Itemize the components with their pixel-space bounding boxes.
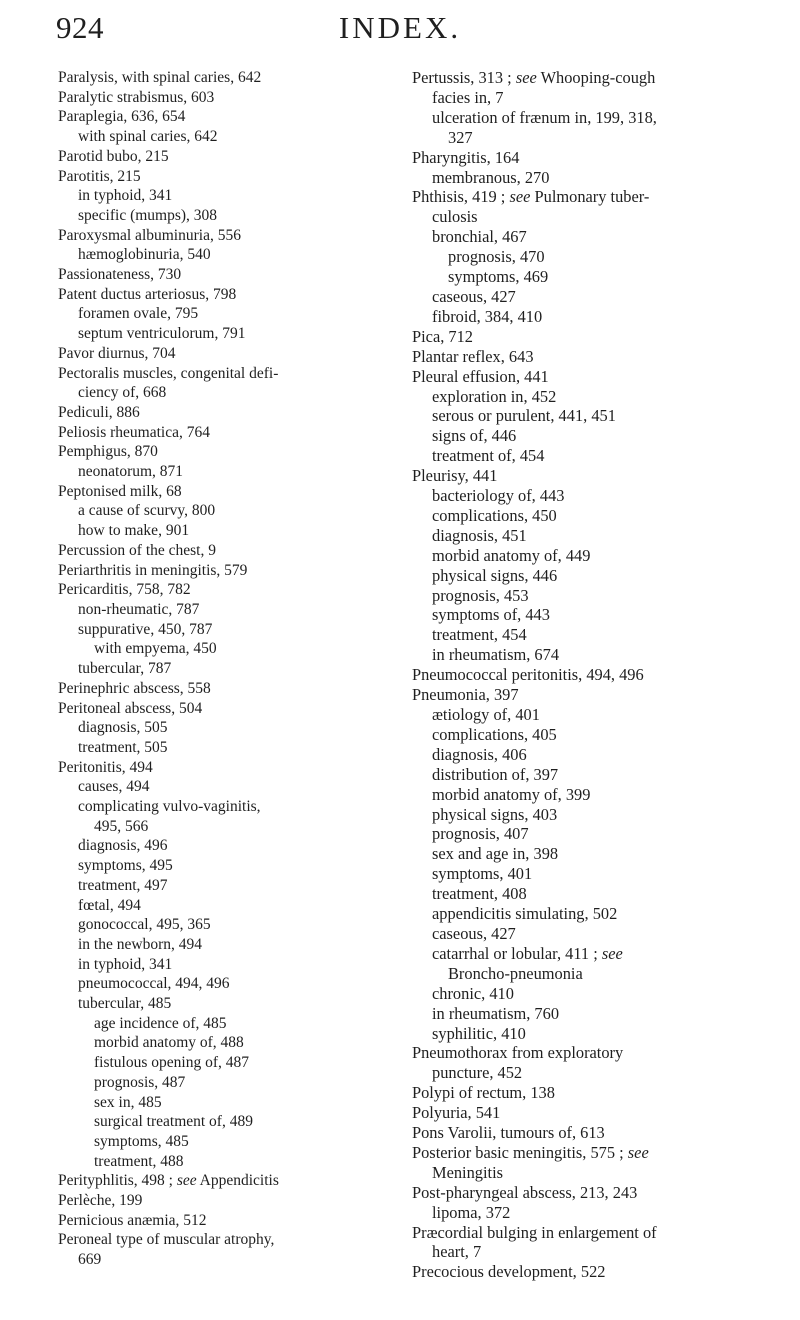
- entry-text: diagnosis, 451: [432, 525, 527, 545]
- index-subentry: [412, 88, 752, 108]
- entry-text: fistulous opening of, 487: [94, 1054, 249, 1072]
- index-entry: [412, 1262, 752, 1282]
- index-entry: [58, 403, 388, 423]
- page-title: INDEX.: [338, 10, 462, 45]
- index-entry: [412, 665, 752, 685]
- see-reference: see: [509, 187, 531, 207]
- entry-text: prognosis, 487: [94, 1073, 186, 1091]
- entry-text: 327: [448, 127, 473, 147]
- entry-text: Peptonised milk, 68: [58, 482, 182, 500]
- index-subentry: [58, 521, 388, 541]
- entry-text: catarrhal or lobular, 411 ;: [432, 943, 602, 963]
- index-entry-continuation: [412, 207, 752, 227]
- index-subentry: [412, 307, 752, 327]
- entry-text: Patent ductus arteriosus, 798: [58, 285, 237, 303]
- entry-text: diagnosis, 496: [78, 837, 168, 855]
- index-subentry: [58, 896, 388, 916]
- entry-text: tubercular, 787: [78, 660, 172, 678]
- entry-text: ætiology of, 401: [432, 705, 540, 724]
- entry-text: suppurative, 450, 787: [78, 620, 213, 638]
- entry-text: Pernicious anæmia, 512: [58, 1211, 207, 1229]
- see-target: Pulmonary tuber-: [530, 187, 650, 207]
- index-entry: [412, 327, 752, 347]
- see-reference: see: [515, 68, 537, 87]
- index-entry: [58, 285, 388, 305]
- index-entry: [58, 265, 388, 285]
- entry-text: physical signs, 446: [432, 565, 558, 585]
- index-subentry: [412, 426, 752, 446]
- index-subentry: [412, 387, 752, 407]
- entry-text: in the newborn, 494: [78, 935, 202, 953]
- entry-text: age incidence of, 485: [94, 1014, 227, 1032]
- index-column-right: [412, 68, 752, 1282]
- entry-text: in rheumatism, 760: [432, 1003, 560, 1023]
- index-entry: [58, 423, 388, 443]
- index-subentry: [58, 974, 388, 994]
- index-subentry: [58, 1033, 388, 1053]
- entry-text: Pavor diurnus, 704: [58, 344, 176, 362]
- index-entry-continuation: [58, 1250, 388, 1270]
- index-subentry: [58, 915, 388, 935]
- index-entry: [58, 107, 388, 127]
- entry-text: physical signs, 403: [432, 804, 558, 824]
- entry-text: Peliosis rheumatica, 764: [58, 423, 210, 441]
- entry-text: Paroxysmal albuminuria, 556: [58, 226, 241, 244]
- entry-text: Pericarditis, 758, 782: [58, 581, 191, 599]
- index-entry: [412, 347, 752, 367]
- entry-text: Parotid bubo, 215: [58, 147, 169, 165]
- index-column-left: [58, 68, 388, 1270]
- entry-text: Pons Varolii, tumours of, 613: [412, 1123, 605, 1143]
- index-subentry: [58, 797, 388, 817]
- entry-text: heart, 7: [432, 1242, 482, 1262]
- entry-text: Periarthritis in meningitis, 579: [58, 561, 248, 579]
- entry-text: prognosis, 470: [448, 247, 545, 267]
- index-subentry: [412, 785, 752, 805]
- index-subentry: [412, 108, 752, 128]
- entry-text: in typhoid, 341: [78, 955, 173, 973]
- index-entry: [412, 68, 752, 88]
- entry-text: membranous, 270: [432, 167, 550, 187]
- index-entry: [58, 758, 388, 778]
- index-entry: [58, 1171, 388, 1191]
- page-number: 924: [56, 10, 104, 45]
- entry-text: symptoms, 469: [448, 267, 549, 287]
- entry-text: Polypi of rectum, 138: [412, 1083, 555, 1103]
- index-subentry: [412, 1203, 752, 1223]
- entry-text: prognosis, 407: [432, 824, 529, 844]
- index-subentry: [412, 526, 752, 546]
- entry-text: Pleurisy, 441: [412, 466, 498, 486]
- entry-text: diagnosis, 505: [78, 719, 168, 737]
- index-entry: [58, 147, 388, 167]
- entry-text: Percussion of the chest, 9: [58, 541, 216, 559]
- entry-text: symptoms, 485: [94, 1132, 189, 1150]
- entry-text: Parotitis, 215: [58, 167, 141, 185]
- entry-text: a cause of scurvy, 800: [78, 502, 216, 520]
- entry-text: treatment, 497: [78, 876, 168, 894]
- entry-text: gonococcal, 495, 365: [78, 916, 211, 934]
- entry-text: morbid anatomy of, 488: [94, 1034, 244, 1052]
- entry-text: Posterior basic meningitis, 575 ;: [412, 1142, 628, 1162]
- index-entry: [58, 167, 388, 187]
- index-entry: [58, 1191, 388, 1211]
- index-subentry: [412, 227, 752, 247]
- index-subentry: [412, 904, 752, 924]
- index-subentry: [58, 718, 388, 738]
- entry-text: symptoms, 495: [78, 857, 173, 875]
- entry-text: in typhoid, 341: [78, 187, 173, 205]
- entry-text: Post-pharyngeal abscess, 213, 243: [412, 1182, 638, 1202]
- index-entry: [58, 344, 388, 364]
- index-subentry: [412, 586, 752, 606]
- index-subentry: [58, 955, 388, 975]
- entry-text: signs of, 446: [432, 426, 517, 446]
- index-subentry: [412, 705, 752, 725]
- index-entry-continuation: [412, 1163, 752, 1183]
- index-subentry: [58, 876, 388, 896]
- entry-text: in rheumatism, 674: [432, 645, 560, 665]
- entry-text: caseous, 427: [432, 923, 516, 943]
- entry-text: Pediculi, 886: [58, 403, 140, 421]
- entry-text: treatment of, 454: [432, 446, 545, 466]
- index-subentry: [412, 168, 752, 188]
- entry-text: facies in, 7: [432, 87, 504, 107]
- entry-text: bacteriology of, 443: [432, 486, 565, 506]
- entry-text: 495, 566: [94, 817, 149, 835]
- entry-text: culosis: [432, 207, 478, 227]
- index-entry: [58, 561, 388, 581]
- entry-text: Peritoneal abscess, 504: [58, 699, 203, 717]
- index-subentry: [412, 546, 752, 566]
- entry-text: distribution of, 397: [432, 764, 559, 784]
- see-reference: see: [601, 943, 623, 963]
- index-subentry: [412, 247, 752, 267]
- entry-text: Pertussis, 313 ;: [412, 68, 516, 87]
- entry-text: Polyuria, 541: [412, 1103, 501, 1123]
- index-subentry: [412, 844, 752, 864]
- entry-text: Pneumonia, 397: [412, 685, 519, 705]
- entry-text: puncture, 452: [432, 1063, 523, 1083]
- entry-text: Præcordial bulging in enlargement of: [412, 1222, 657, 1242]
- entry-text: Pectoralis muscles, congenital defi-: [58, 364, 279, 382]
- index-subentry: [58, 324, 388, 344]
- entry-text: serous or purulent, 441, 451: [432, 406, 616, 426]
- index-entry: [412, 1123, 752, 1143]
- entry-text: neonatorum, 871: [78, 463, 184, 481]
- entry-text: Precocious development, 522: [412, 1262, 606, 1282]
- index-entry: [58, 580, 388, 600]
- index-subentry: [412, 486, 752, 506]
- index-entry: [412, 1183, 752, 1203]
- index-subentry: [58, 245, 388, 265]
- index-entry: [58, 679, 388, 699]
- index-entry: [58, 68, 388, 88]
- index-entry: [58, 1211, 388, 1231]
- entry-text: Paralysis, with spinal caries, 642: [58, 69, 262, 86]
- entry-text: bronchial, 467: [432, 227, 527, 247]
- index-subentry: [412, 864, 752, 884]
- entry-text: with empyema, 450: [94, 640, 217, 658]
- entry-text: treatment, 488: [94, 1152, 184, 1170]
- entry-text: surgical treatment of, 489: [94, 1113, 253, 1131]
- index-subentry: [58, 836, 388, 856]
- entry-text: treatment, 505: [78, 738, 168, 756]
- see-reference: see: [176, 1172, 197, 1190]
- entry-text: Pharyngitis, 164: [412, 147, 520, 167]
- entry-text: Paralytic strabismus, 603: [58, 88, 215, 106]
- entry-text: pneumococcal, 494, 496: [78, 975, 230, 993]
- index-subentry: [58, 186, 388, 206]
- index-subentry: [412, 984, 752, 1004]
- entry-text: Perinephric abscess, 558: [58, 679, 211, 697]
- index-entry: [58, 541, 388, 561]
- entry-text: exploration in, 452: [432, 386, 557, 406]
- entry-text: Plantar reflex, 643: [412, 346, 534, 366]
- index-subentry: [58, 777, 388, 797]
- index-entry: [412, 1103, 752, 1123]
- entry-text: Pica, 712: [412, 326, 474, 346]
- index-subentry: [412, 645, 752, 665]
- entry-text: Peroneal type of muscular atrophy,: [58, 1231, 275, 1249]
- entry-text: symptoms of, 443: [432, 605, 550, 625]
- see-reference: see: [627, 1142, 649, 1162]
- index-subentry: [58, 462, 388, 482]
- entry-text: Perityphlitis, 498 ;: [58, 1172, 177, 1190]
- index-subentry: [412, 745, 752, 765]
- entry-text: fibroid, 384, 410: [432, 306, 543, 326]
- entry-text: sex in, 485: [94, 1093, 162, 1111]
- index-entry: [412, 1223, 752, 1243]
- index-entry: [58, 699, 388, 719]
- index-entry: [412, 685, 752, 705]
- index-subentry: [412, 446, 752, 466]
- entry-text: diagnosis, 406: [432, 744, 527, 764]
- index-subentry: [58, 1132, 388, 1152]
- entry-text: foramen ovale, 795: [78, 305, 199, 323]
- index-entry: [412, 1043, 752, 1063]
- index-subentry: [58, 1073, 388, 1093]
- page-header: [0, 8, 800, 52]
- entry-text: caseous, 427: [432, 286, 516, 306]
- index-subentry: [58, 856, 388, 876]
- index-subentry: [58, 639, 388, 659]
- entry-text: tubercular, 485: [78, 995, 172, 1013]
- index-subentry: [412, 884, 752, 904]
- index-subentry: [58, 1053, 388, 1073]
- entry-text: septum ventriculorum, 791: [78, 325, 246, 343]
- entry-text: Pneumothorax from exploratory: [412, 1043, 624, 1063]
- entry-text: lipoma, 372: [432, 1202, 511, 1222]
- index-subentry: [412, 406, 752, 426]
- index-subentry: [58, 994, 388, 1014]
- index-entry: [412, 187, 752, 207]
- index-subentry: [412, 566, 752, 586]
- index-subentry: [58, 620, 388, 640]
- entry-text: chronic, 410: [432, 983, 514, 1003]
- entry-text: specific (mumps), 308: [78, 206, 218, 224]
- entry-text: morbid anatomy of, 449: [432, 545, 591, 565]
- index-subentry: [412, 506, 752, 526]
- index-subentry: [412, 824, 752, 844]
- index-subentry: [412, 267, 752, 287]
- index-subentry: [412, 625, 752, 645]
- index-subentry: [412, 605, 752, 625]
- index-entry: [412, 1083, 752, 1103]
- index-subentry: [58, 304, 388, 324]
- entry-text: ciency of, 668: [78, 384, 167, 402]
- entry-text: hæmoglobinuria, 540: [78, 246, 211, 264]
- index-subentry: [412, 964, 752, 984]
- index-subentry: [412, 924, 752, 944]
- index-subentry: [58, 738, 388, 758]
- index-entry: [58, 482, 388, 502]
- entry-text: syphilitic, 410: [432, 1023, 526, 1043]
- index-entry-continuation: [412, 1242, 752, 1262]
- index-subentry: [412, 1024, 752, 1044]
- entry-text: complications, 450: [432, 505, 557, 525]
- entry-text: complications, 405: [432, 724, 557, 744]
- index-subentry: [58, 1093, 388, 1113]
- entry-text: Meningitis: [432, 1162, 504, 1182]
- index-subentry: [58, 127, 388, 147]
- entry-text: fœtal, 494: [78, 896, 141, 914]
- index-subentry: [58, 817, 388, 837]
- index-subentry: [412, 944, 752, 964]
- see-target: Appendicitis: [196, 1172, 279, 1190]
- entry-text: Peritonitis, 494: [58, 758, 153, 776]
- index-entry: [58, 364, 388, 384]
- entry-text: Paraplegia, 636, 654: [58, 108, 186, 126]
- entry-text: Broncho-pneumonia: [448, 963, 583, 983]
- index-subentry: [58, 206, 388, 226]
- index-subentry: [58, 1112, 388, 1132]
- entry-text: Pemphigus, 870: [58, 443, 158, 461]
- index-entry: [412, 148, 752, 168]
- see-target: Whooping-cough: [536, 68, 656, 87]
- index-subentry: [58, 501, 388, 521]
- index-entry: [58, 226, 388, 246]
- entry-text: prognosis, 453: [432, 585, 529, 605]
- index-subentry: [412, 287, 752, 307]
- entry-text: Pneumococcal peritonitis, 494, 496: [412, 665, 644, 685]
- entry-text: complicating vulvo-vaginitis,: [78, 798, 261, 816]
- index-subentry: [58, 600, 388, 620]
- entry-text: causes, 494: [78, 778, 150, 796]
- index-subentry: [58, 935, 388, 955]
- index-subentry: [412, 1004, 752, 1024]
- entry-text: symptoms, 401: [432, 864, 533, 884]
- index-entry: [412, 466, 752, 486]
- index-entry: [412, 367, 752, 387]
- index-entry: [58, 442, 388, 462]
- entry-text: with spinal caries, 642: [78, 128, 218, 146]
- entry-text: treatment, 454: [432, 625, 527, 645]
- entry-text: Passionateness, 730: [58, 266, 182, 284]
- index-subentry: [412, 805, 752, 825]
- entry-text: how to make, 901: [78, 522, 190, 540]
- entry-text: Phthisis, 419 ;: [412, 187, 510, 207]
- index-subentry: [412, 725, 752, 745]
- entry-text: ulceration of frænum in, 199, 318,: [432, 107, 657, 127]
- entry-text: morbid anatomy of, 399: [432, 784, 591, 804]
- index-entry-continuation: [412, 1063, 752, 1083]
- index-entry-continuation: [58, 383, 388, 403]
- index-entry: [412, 1143, 752, 1163]
- entry-text: sex and age in, 398: [432, 844, 559, 864]
- index-subentry: [58, 1152, 388, 1172]
- index-subentry: [412, 128, 752, 148]
- index-entry: [58, 88, 388, 108]
- entry-text: 669: [78, 1251, 102, 1269]
- index-subentry: [58, 659, 388, 679]
- entry-text: appendicitis simulating, 502: [432, 904, 618, 924]
- index-subentry: [412, 765, 752, 785]
- index-subentry: [58, 1014, 388, 1034]
- index-entry: [58, 1230, 388, 1250]
- entry-text: non-rheumatic, 787: [78, 600, 200, 618]
- entry-text: treatment, 408: [432, 884, 527, 904]
- entry-text: Perlèche, 199: [58, 1192, 143, 1210]
- entry-text: Pleural effusion, 441: [412, 366, 549, 386]
